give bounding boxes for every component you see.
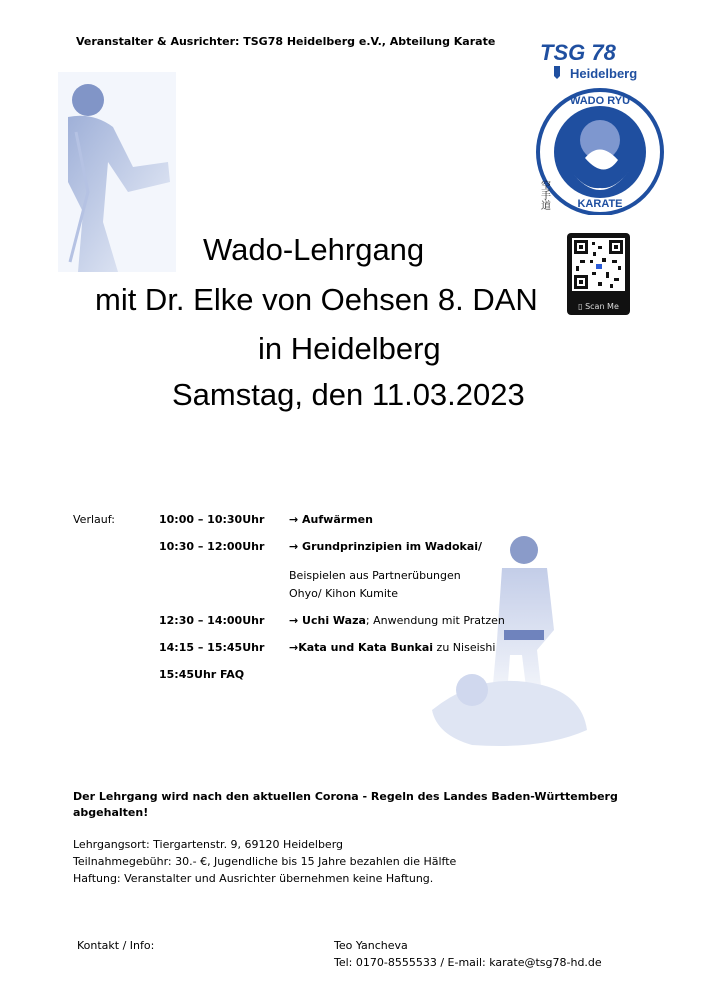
title-line-4: Samstag, den 11.03.2023 bbox=[172, 377, 525, 412]
schedule-label: Verlauf: bbox=[73, 513, 115, 526]
organizer-line: Veranstalter & Ausrichter: TSG78 Heidelberg e.V., Abteilung Karate bbox=[76, 35, 496, 48]
notice-line-1: Der Lehrgang wird nach den aktuellen Corona - Regeln des Landes Baden-Württemberg bbox=[73, 790, 618, 803]
logo-city-text: Heidelberg bbox=[570, 66, 638, 81]
title-line-1: Wado-Lehrgang bbox=[203, 232, 425, 267]
logo-karate-text: KARATE bbox=[577, 198, 623, 210]
shield-icon bbox=[554, 66, 560, 79]
schedule-text-4-rest: zu Niseishi bbox=[433, 641, 496, 654]
schedule-time-2: 10:30 – 12:00Uhr bbox=[159, 540, 265, 553]
phone-icon: ▯ bbox=[578, 302, 583, 311]
schedule-text-4 bbox=[289, 641, 495, 654]
schedule-text-3-rest: ; Anwendung mit Pratzen bbox=[365, 614, 505, 627]
info-fee: Teilnahmegebühr: 30.- €, Jugendliche bis 15 Jahre bezahlen die Hälfte bbox=[73, 855, 457, 868]
schedule-time-3: 12:30 – 14:00Uhr bbox=[159, 614, 265, 627]
qr-caption: ▯ Scan Me bbox=[578, 302, 619, 311]
title-line-3: in Heidelberg bbox=[258, 331, 441, 366]
club-logo bbox=[530, 40, 665, 215]
logo-club-text: TSG 78 bbox=[540, 40, 616, 65]
contact-name: Teo Yancheva bbox=[334, 939, 408, 952]
schedule-text-2-extra-2: Ohyo/ Kihon Kumite bbox=[289, 587, 399, 600]
qr-code[interactable] bbox=[567, 233, 630, 315]
schedule-time-1: 10:00 – 10:30Uhr bbox=[159, 513, 265, 526]
info-location: Lehrgangsort: Tiergartenstr. 9, 69120 Heidelberg bbox=[73, 838, 344, 851]
contact-label: Kontakt / Info: bbox=[77, 939, 155, 952]
schedule-text-2-extra-1: Beispielen aus Partnerübungen bbox=[289, 569, 461, 582]
schedule-text-3-bold: → Uchi Waza bbox=[289, 614, 366, 627]
title-line-2: mit Dr. Elke von Oehsen 8. DAN bbox=[95, 282, 538, 317]
schedule-time-4: 14:15 – 15:45Uhr bbox=[159, 641, 265, 654]
schedule-text-4-bold: →Kata und Kata Bunkai bbox=[289, 641, 434, 654]
notice-line-2: abgehalten! bbox=[73, 806, 149, 819]
schedule-time-5: 15:45Uhr FAQ bbox=[159, 668, 245, 681]
karate-photo-top bbox=[58, 72, 176, 272]
qr-pattern bbox=[572, 238, 625, 291]
logo-kanji: 空手道 bbox=[538, 180, 550, 210]
schedule-text-1: → Aufwärmen bbox=[289, 513, 373, 526]
info-liability: Haftung: Veranstalter und Ausrichter übernehmen keine Haftung. bbox=[73, 872, 434, 885]
contact-details[interactable]: Tel: 0170-8555533 / E-mail: karate@tsg78-hd.de bbox=[334, 956, 602, 969]
logo-wado-text: WADO RYU bbox=[569, 95, 631, 107]
schedule-text-2: → Grundprinzipien im Wadokai/ bbox=[289, 540, 483, 553]
schedule-text-3 bbox=[289, 614, 505, 627]
karate-photo-bottom bbox=[432, 520, 587, 760]
